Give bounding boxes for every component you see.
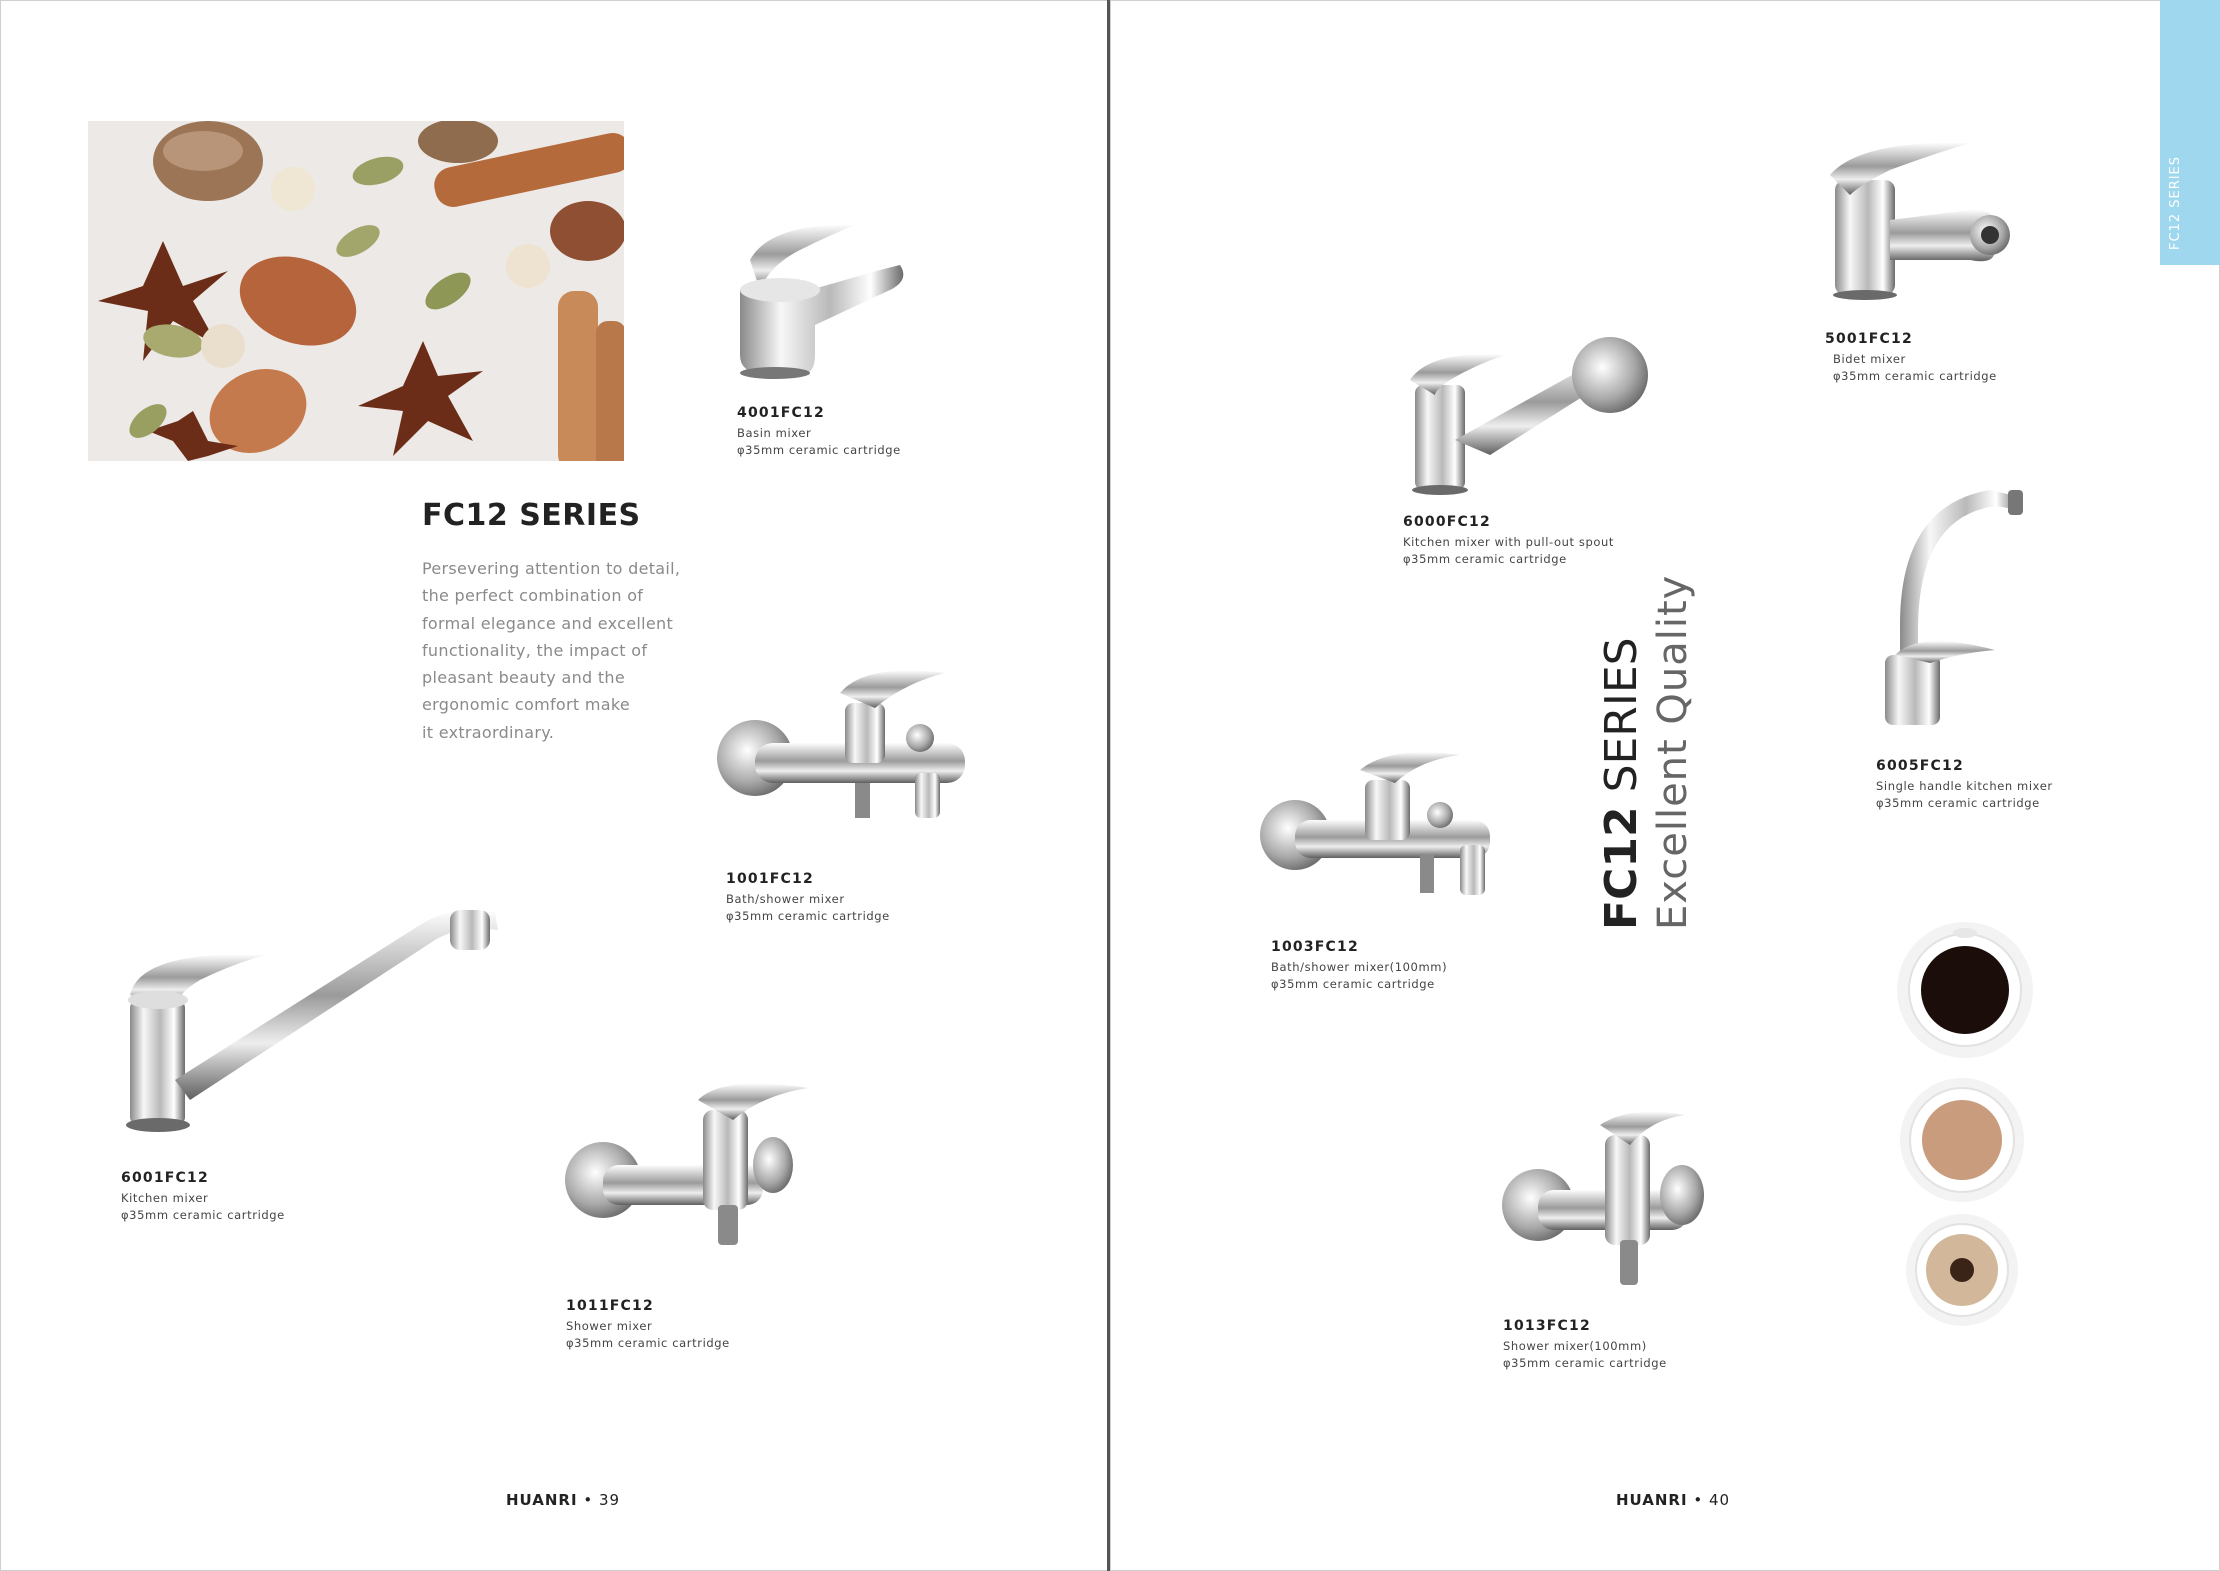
product-1013fc12 [1503,1318,1667,1372]
single-handle-kitchen-mixer-image [1880,485,2025,730]
product-code: 1011FC12 [566,1298,654,1314]
product-name: Single handle kitchen mixer [1876,779,2053,793]
coffee-cups-photo [1890,915,2040,1335]
product-name: Shower mixer(100mm) [1503,1339,1647,1353]
series-title: FC12 SERIES [422,498,641,533]
product-spec: φ35mm ceramic cartridge [121,1208,285,1222]
page-number: 40 [1709,1491,1731,1509]
product-name: Basin mixer [737,426,812,440]
right-footer [1616,1491,1730,1509]
product-spec: φ35mm ceramic cartridge [1503,1356,1667,1370]
vertical-title-bold: FC12 [1596,806,1647,930]
footer-separator: • [583,1491,594,1509]
product-name: Shower mixer [566,1319,653,1333]
product-1001fc12 [726,871,890,925]
product-name: Bidet mixer [1833,352,1906,366]
product-description [1825,351,1997,385]
series-description [422,555,682,746]
footer-brand: HUANRI [1616,1491,1688,1509]
product-5001fc12 [1825,331,1997,385]
product-6000fc12 [1403,514,1614,568]
product-name: Bath/shower mixer(100mm) [1271,960,1448,974]
bath-shower-mixer-image [715,663,980,833]
vertical-title-rest: SERIES [1596,637,1647,807]
product-spec: φ35mm ceramic cartridge [726,909,890,923]
product-code: 6005FC12 [1876,758,1964,774]
product-description [1876,778,2053,812]
product-name: Kitchen mixer with pull-out spout [1403,535,1614,549]
series-line: functionality, the impact of [422,640,648,660]
product-4001fc12 [737,405,901,459]
product-1011fc12 [566,1298,730,1352]
product-description [726,891,890,925]
product-spec: φ35mm ceramic cartridge [566,1336,730,1350]
series-line: formal elegance and excellent [422,613,674,633]
product-description [1271,959,1447,993]
product-description [1403,534,1614,568]
basin-mixer-image [730,215,910,380]
side-tab-label: FC12 SERIES [2168,155,2183,250]
left-footer [506,1491,620,1509]
series-line: ergonomic comfort make [422,695,630,715]
pull-out-kitchen-mixer-image [1410,335,1650,495]
product-1003fc12 [1271,939,1447,993]
product-code: 4001FC12 [737,405,825,421]
product-description [121,1190,285,1224]
product-code: 1013FC12 [1503,1318,1591,1334]
footer-separator: • [1693,1491,1704,1509]
series-line: pleasant beauty and the [422,668,626,688]
shower-mixer-100mm-image [1500,1110,1710,1290]
series-line: Persevering attention to detail, [422,559,681,578]
series-line: it extraordinary. [422,722,555,742]
product-code: 6001FC12 [121,1170,209,1186]
product-spec: φ35mm ceramic cartridge [1876,796,2040,810]
footer-brand: HUANRI [506,1491,578,1509]
product-code: 1001FC12 [726,871,814,887]
product-spec: φ35mm ceramic cartridge [1833,369,1997,383]
shower-mixer-image [563,1080,813,1252]
product-description [1503,1338,1667,1372]
page-number: 39 [599,1491,621,1509]
bidet-mixer-image [1830,140,2015,300]
product-6001fc12 [121,1170,285,1224]
spices-photo [88,121,624,461]
product-description [737,425,901,459]
product-name: Bath/shower mixer [726,892,845,906]
product-spec: φ35mm ceramic cartridge [737,443,901,457]
product-spec: φ35mm ceramic cartridge [1271,977,1435,991]
kitchen-mixer-image [120,900,505,1132]
series-line: the perfect combination of [422,586,644,606]
product-spec: φ35mm ceramic cartridge [1403,552,1567,566]
vertical-title-subtitle: Excellent Quality [1650,574,1696,930]
bath-shower-mixer-100mm-image [1260,745,1495,905]
product-code: 1003FC12 [1271,939,1359,955]
product-6005fc12 [1876,758,2053,812]
vertical-title-line1 [1595,590,1649,930]
product-code: 5001FC12 [1825,331,1913,347]
vertical-series-title [1595,574,1715,930]
product-description [566,1318,730,1352]
product-code: 6000FC12 [1403,514,1491,530]
product-name: Kitchen mixer [121,1191,209,1205]
